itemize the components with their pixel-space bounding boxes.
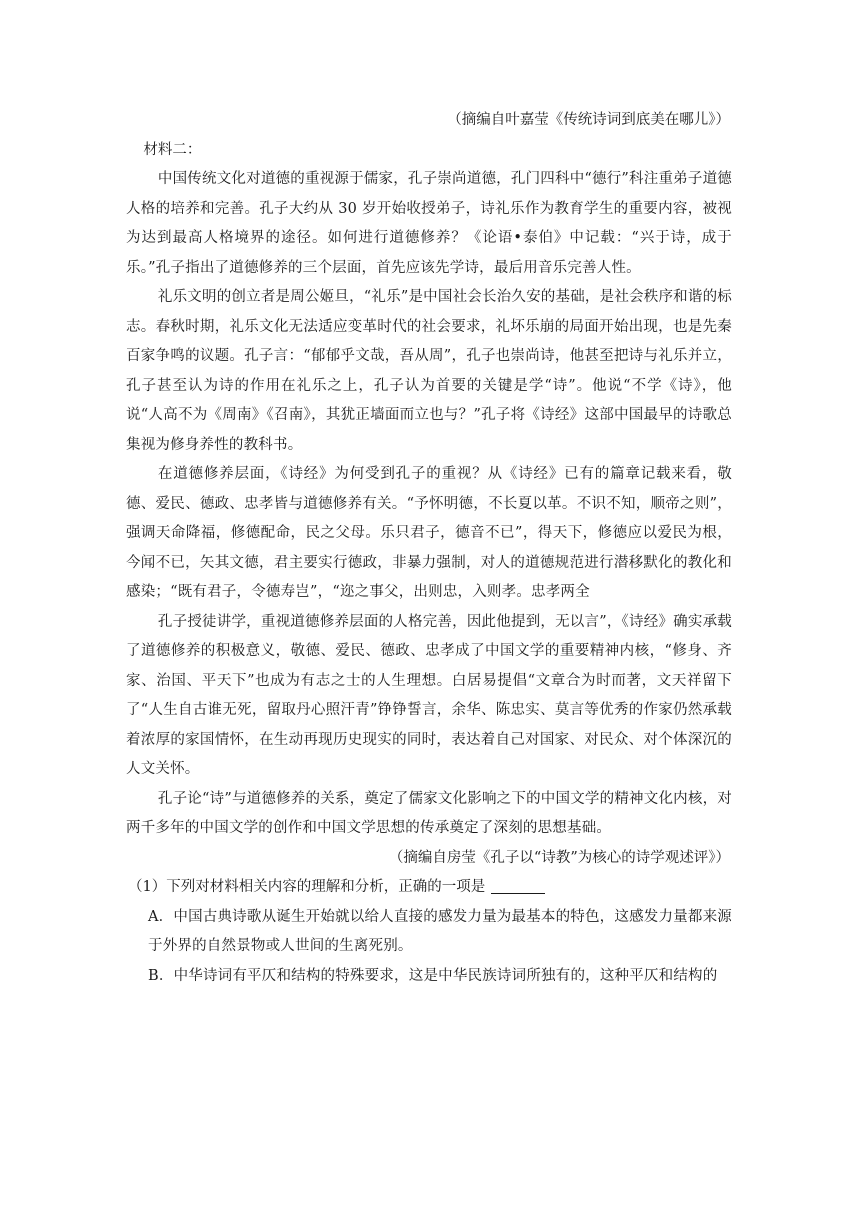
source-citation-2: （摘编自房莹《孔子以“诗教”为核心的诗学观述评》） [388, 849, 730, 866]
answer-blank[interactable] [491, 875, 545, 894]
option-a [126, 903, 732, 962]
option-text: 中华诗词有平仄和结构的特殊要求，这是中华民族诗词所独有的，这种平仄和结构的 [173, 967, 718, 984]
option-letter: A． [148, 908, 174, 925]
source-citation-1: （摘编自叶嘉莹《传统诗词到底美在哪儿》） [447, 112, 730, 128]
option-letter: B． [148, 967, 174, 984]
paragraph: 在道德修养层面，《诗经》为何受到孔子的重视？从《诗经》已有的篇章记载来看，敬德、爱民、德政、忠孝皆与道德修养有关。“予怀明德，不长夏以革。不识不知，顺帝之则”，强调天命降福，修德配命，民之父母。乐只君子，德音不已”，得天下，修德应以爱民为根，今闻不已，矢其文德，君主要实行德政，非暴力强制，对人的道德规范进行潜移默化的教化和感染；“既有君子，令德寿岂”，“迩之事父，出则忠，入则孝。忠孝两全 [126, 466, 732, 600]
paragraph: 礼乐文明的创立者是周公姬旦，“礼乐”是中国社会长治久安的基础，是社会秩序和谐的标志。春秋时期，礼乐文化无法适应变革时代的社会要求，礼坏乐崩的局面开始出现，也是先秦百家争鸣的议题。孔子言：“郁郁乎文哉，吾从周”，孔子也崇尚诗，他甚至把诗与礼乐并立，孔子甚至认为诗的作用在礼乐之上，孔子认为首要的关键是学“诗”。他说“不学《诗》，他说“人高不为《周南》《召南》，其犹正墙面而立也与？”孔子将《诗经》这部中国最早的诗歌总集视为修身养性的教科书。 [126, 289, 732, 453]
paragraph: 孔子论“诗”与道德修养的关系，奠定了儒家文化影响之下的中国文学的精神文化内核，对两千多年的中国文学的创作和中国文学思想的传承奠定了深刻的思想基础。 [126, 790, 732, 836]
option-text: 中国古典诗歌从诞生开始就以给人直接的感发力量为最基本的特色，这感发力量都来源于外界的自然景物或人世间的生离死别。 [148, 908, 732, 954]
document-body [126, 106, 732, 991]
question-prompt [126, 873, 732, 903]
option-b [126, 962, 732, 992]
paragraph: 中国传统文化对道德的重视源于儒家，孔子崇尚道德，孔门四科中“德行”科注重弟子道德人格的培养和完善。孔子大约从 30 岁开始收授弟子，诗礼乐作为教育学生的重要内容，被视为达到最高人格境界的途径。如何进行道德修养？《论语•泰伯》中记载：“兴于诗，成于乐。”孔子指出了道德修养的三个层面，首先应该先学诗，最后用音乐完善人性。 [126, 171, 732, 276]
paragraph: 孔子授徒讲学，重视道德修养层面的人格完善，因此他提到，无以言”，《诗经》确实承载了道德修养的积极意义，敬德、爱民、德政、忠孝成了中国文学的重要精神内核，“修身、齐家、治国、平天下”也成为有志之士的人生理想。白居易提倡“文章合为时而著，文天祥留下了“人生自古谁无死，留取丹心照汗青”铮铮誓言，余华、陈忠实、莫言等优秀的作家仍然承载着浓厚的家国情怀，在生动再现历史现实的同时，表达着自己对国家、对民众、对个体深沉的人文关怀。 [126, 613, 732, 777]
material-2-heading: 材料二： [143, 141, 202, 158]
question-text: （1）下列对材料相关内容的理解和分析，正确的一项是 [128, 879, 486, 895]
